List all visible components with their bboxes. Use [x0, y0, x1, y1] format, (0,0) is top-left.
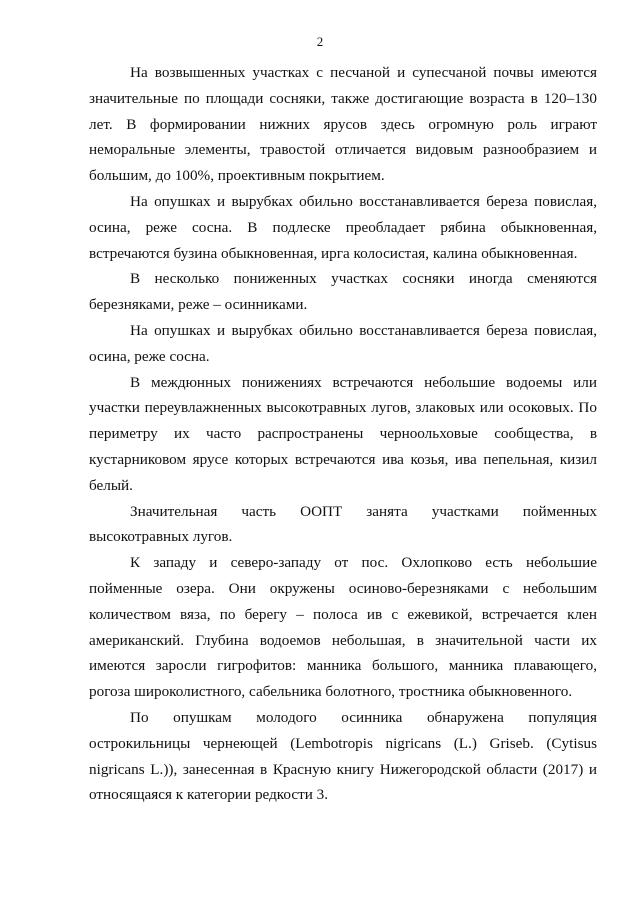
paragraph-interdune-depressions: В междюнных понижениях встречаются небольшие водоемы или участки переувлажненных высокотравных лугов, злаковых или осоковых. По периметру их часто распространены черноольховые сообщества, в кустарниковом ярусе которых встречаются ива козья, ива пепельная, кизил белый.	[89, 373, 597, 494]
paragraph-floodplain-lakes: К западу и северо-западу от пос. Охлопково есть небольшие пойменные озера. Они окружены осиново-березняками с небольшим количеством вяза, по берегу – полоса ив с ежевикой, встречается клен американский. Глубина водоемов небольшая, в значительной части их имеются заросли гигрофитов: манника большого, манника плавающего, рогоза широколистного, сабельника болотного, тростника обыкновенного.	[89, 554, 597, 701]
paragraph-edges-and-clearings-repeat: На опушках и вырубках обильно восстанавливается береза повислая, осина, реже сосна.	[89, 321, 597, 365]
paragraph-lowered-areas: В несколько пониженных участках сосняки иногда сменяются березняками, реже – осинниками.	[89, 270, 597, 314]
paragraph-rare-species: По опушкам молодого осинника обнаружена популяция острокильницы чернеющей (Lembotropis nigricans (L.) Griseb. (Cytisus nigricans L.)), занесенная в Красную книгу Нижегородской области (2017) и относящаяся к категории редкости 3.	[89, 708, 597, 804]
paragraph-highland-pine-forests: На возвышенных участках с песчаной и супесчаной почвы имеются значительные по площади сосняки, также достигающие возраста в 120–130 лет. В формировании нижних ярусов здесь огромную роль играют неморальные элементы, травостой отличается видовым разнообразием и большим, до 100%, проективным покрытием.	[89, 64, 597, 185]
page-number: 2	[316, 34, 324, 49]
paragraph-edges-and-clearings: На опушках и вырубках обильно восстанавливается береза повислая, осина, реже сосна. В подлеске преобладает рябина обыкновенная, встречаются бузина обыкновенная, ирга колосистая, калина обыкновенная.	[89, 192, 597, 262]
paragraph-floodplain-meadows: Значительная часть ООПТ занята участками пойменных высокотравных лугов.	[89, 502, 597, 546]
document-body	[89, 60, 597, 808]
